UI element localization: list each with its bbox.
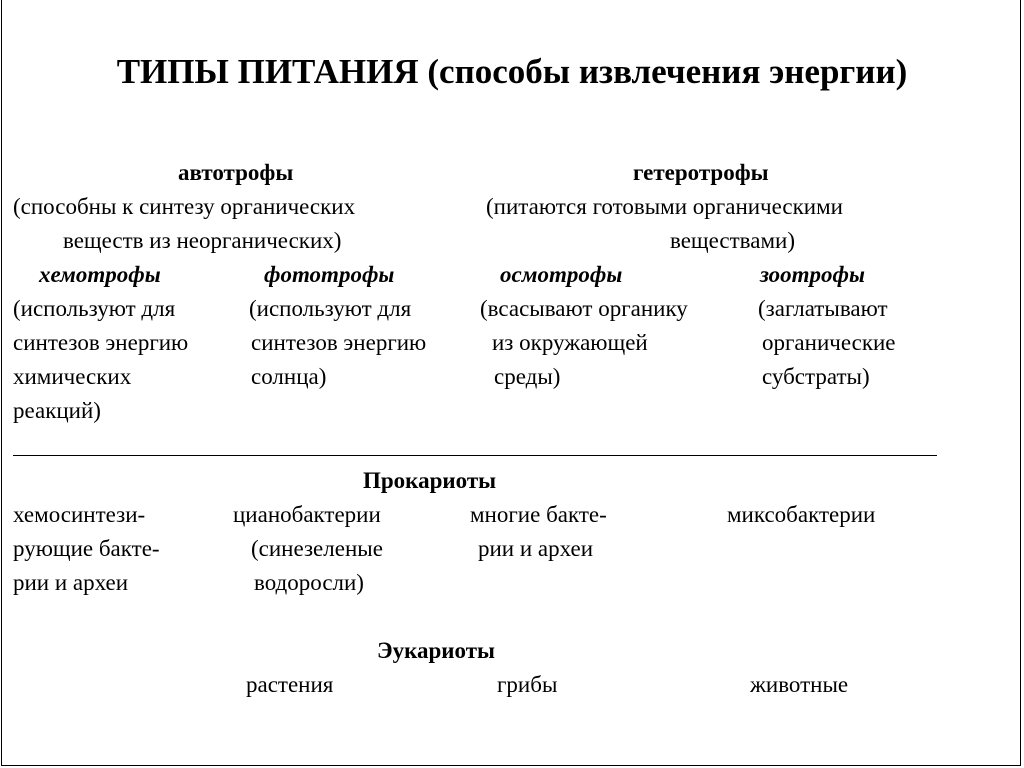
prokaryotes-col2-line: водоросли)	[254, 570, 364, 595]
subtype-chemotrophs-name: хемотрофы	[39, 262, 161, 287]
eukaryotes-heading: Эукариоты	[377, 638, 495, 663]
subtype-zootrophs-name: зоотрофы	[760, 262, 865, 287]
autotrophs-desc-line2: веществ из неорганических)	[63, 228, 342, 253]
zootrophs-desc-line: субстраты)	[762, 364, 870, 389]
prokaryotes-heading: Прокариоты	[363, 468, 497, 493]
chemotrophs-desc-line: химических	[13, 364, 132, 389]
prokaryotes-col3-line: рии и археи	[478, 536, 594, 561]
chemotrophs-desc-line: реакций)	[13, 398, 101, 423]
phototrophs-desc-line: синтезов энергию	[251, 330, 427, 355]
section-divider	[13, 455, 937, 456]
zootrophs-desc-line: (заглатывают	[758, 296, 888, 321]
autotrophs-heading: автотрофы	[178, 160, 294, 185]
prokaryotes-col2-line: цианобактерии	[233, 502, 381, 527]
osmotrophs-desc-line: (всасывают органику	[480, 296, 688, 321]
slide	[1, 0, 1021, 766]
prokaryotes-col3-line: многие бакте-	[470, 502, 607, 527]
autotrophs-desc-line1: (способны к синтезу органических	[13, 194, 356, 219]
subtype-osmotrophs-name: осмотрофы	[500, 262, 623, 287]
osmotrophs-desc-line: среды)	[494, 364, 561, 389]
prokaryotes-col2-line: (синезеленые	[251, 536, 383, 561]
phototrophs-desc-line: солнца)	[251, 364, 327, 389]
osmotrophs-desc-line: из окружающей	[492, 330, 648, 355]
eukaryotes-item-fungi: грибы	[497, 672, 558, 697]
prokaryotes-col1-line: рии и археи	[13, 570, 129, 595]
eukaryotes-item-plants: растения	[246, 672, 334, 697]
chemotrophs-desc-line: (используют для	[13, 296, 176, 321]
heterotrophs-heading: гетеротрофы	[633, 160, 769, 185]
prokaryotes-col4-line: миксобактерии	[727, 502, 876, 527]
zootrophs-desc-line: органические	[762, 330, 896, 355]
phototrophs-desc-line: (используют для	[249, 296, 412, 321]
heterotrophs-desc-line2: веществами)	[670, 228, 795, 253]
heterotrophs-desc-line1: (питаются готовыми органическими	[486, 194, 843, 219]
subtype-phototrophs-name: фототрофы	[264, 262, 395, 287]
prokaryotes-col1-line: хемосинтези-	[13, 502, 146, 527]
chemotrophs-desc-line: синтезов энергию	[13, 330, 189, 355]
prokaryotes-col1-line: рующие бакте-	[13, 536, 160, 561]
eukaryotes-item-animals: животные	[750, 672, 849, 697]
page-title: ТИПЫ ПИТАНИЯ (способы извлечения энергии)	[116, 52, 908, 91]
